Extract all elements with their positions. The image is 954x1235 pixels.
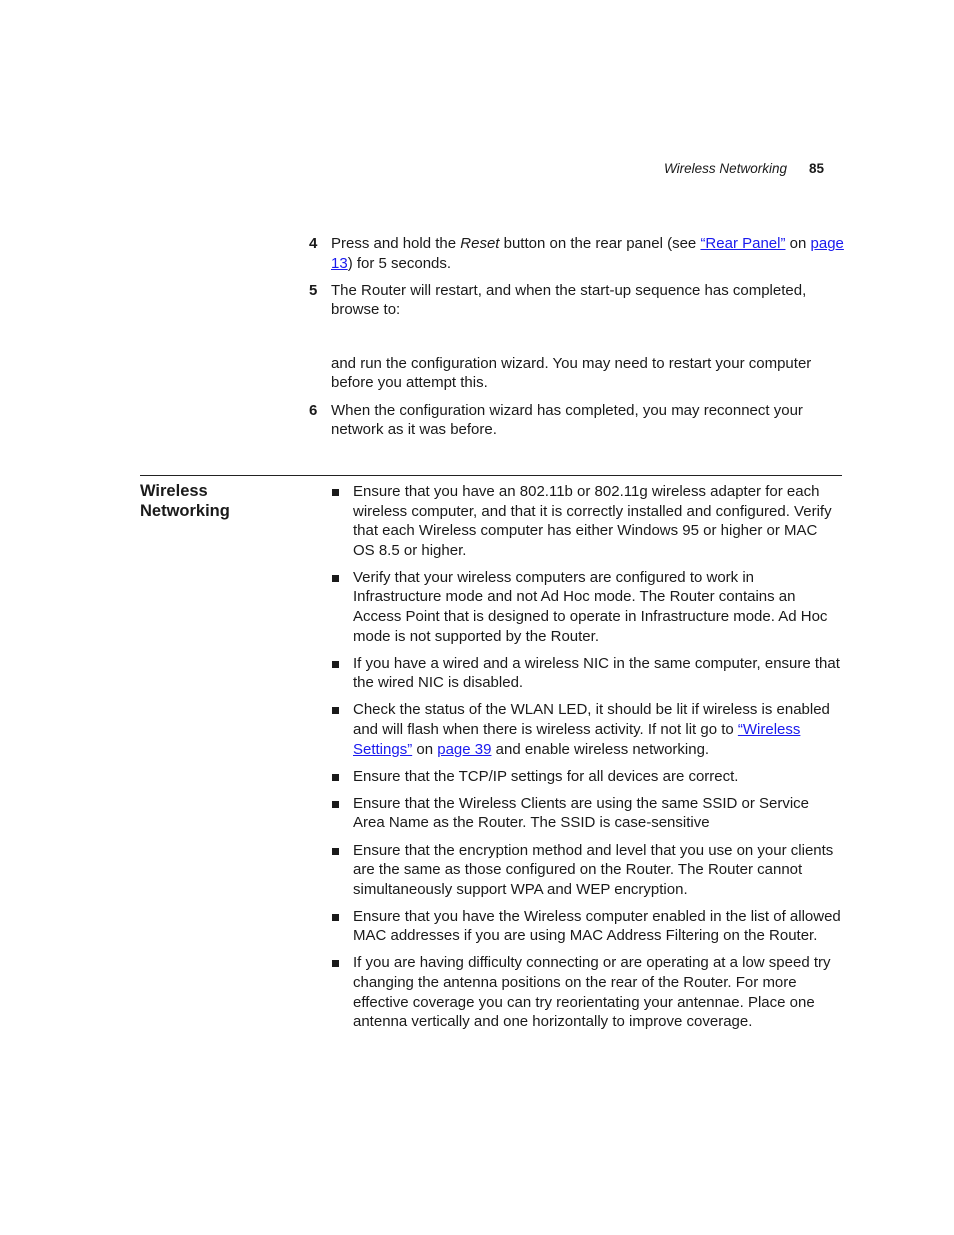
bullet-text: Ensure that the TCP/IP settings for all devices are correct. <box>353 767 739 785</box>
list-item <box>331 953 842 1031</box>
list-item <box>331 794 842 833</box>
bullet-text: Ensure that the Wireless Clients are using the same SSID or Service Area Name as the Router. The SSID is case-sensitive <box>353 794 810 832</box>
bullet-text-part: on <box>412 740 438 758</box>
square-bullet-icon <box>332 960 339 967</box>
square-bullet-icon <box>332 801 339 808</box>
bullet-text-part: and enable wireless networking. <box>491 740 710 758</box>
bullet-text: If you are having difficulty connecting or are operating at a low speed try changing the antenna positions on the rear of the Router. For more effective coverage you can try reorientating your antennae. Place one antenna vertically and one horizontally to improve coverage. <box>353 954 831 1031</box>
step-text: When the configuration wizard has completed, you may reconnect your network as it was before. <box>331 401 803 439</box>
square-bullet-icon <box>332 707 339 714</box>
step-number: 6 <box>309 401 318 419</box>
bullet-text: Ensure that you have the Wireless computer enabled in the list of allowed MAC addresses if you are using MAC Address Filtering on the Router. <box>353 907 841 945</box>
step-6 <box>309 401 844 440</box>
list-item <box>331 482 842 560</box>
rear-panel-link[interactable]: “Rear Panel” <box>700 235 786 252</box>
numbered-steps <box>309 234 844 447</box>
square-bullet-icon <box>332 661 339 668</box>
square-bullet-icon <box>332 489 339 496</box>
list-item <box>331 767 842 787</box>
step-text-part: ) for 5 seconds. <box>347 254 452 272</box>
bullet-text: Ensure that the encryption method and level that you use on your clients are the same as those configured on the Router. The Router cannot simultaneously support WPA and WEP encryption. <box>353 841 834 898</box>
step-4 <box>309 234 844 273</box>
page-13-link[interactable]: page 13 <box>331 235 844 272</box>
step-text-part: on <box>785 235 811 252</box>
bullet-text: Verify that your wireless computers are configured to work in Infrastructure mode and not Ad Hoc mode. The Router contains an Access Point that is designed to operate in Infrastructure mode. Ad Hoc mode is not supported by the Router. <box>353 568 828 645</box>
square-bullet-icon <box>332 774 339 781</box>
bullet-list <box>331 482 842 1039</box>
wireless-settings-link[interactable]: “Wireless Settings” <box>353 721 801 758</box>
step-number: 5 <box>309 281 318 299</box>
step-text-part: Press and hold the <box>331 235 461 252</box>
list-item <box>331 907 842 946</box>
reset-emphasis: Reset <box>460 235 500 252</box>
list-item <box>331 841 842 900</box>
page-39-link[interactable]: page 39 <box>437 740 492 758</box>
bullet-text-part: Check the status of the WLAN LED, it should be lit if wireless is enabled and will flash when there is wireless activity. If not lit go to <box>353 701 830 739</box>
continuation-text: and run the configuration wizard. You may need to restart your computer before you attempt this. <box>331 354 812 392</box>
step-5-continuation <box>331 354 844 393</box>
square-bullet-icon <box>332 575 339 582</box>
header-section-title: Wireless Networking <box>664 161 787 176</box>
square-bullet-icon <box>332 848 339 855</box>
list-item <box>331 654 842 693</box>
bullet-text <box>353 701 830 757</box>
step-text <box>331 234 844 273</box>
page-number: 85 <box>808 161 824 176</box>
step-text: The Router will restart, and when the start-up sequence has completed, browse to: <box>331 281 807 319</box>
list-item <box>331 700 842 759</box>
bullet-text: Ensure that you have an 802.11b or 802.11g wireless adapter for each wireless computer, and that it is correctly installed and configured. Verify that each Wireless computer has either Windows 95 or higher or MAC OS 8.5 or higher. <box>353 483 832 559</box>
list-item <box>331 568 842 646</box>
step-text-part: button on the rear panel (see <box>499 235 701 252</box>
bullet-text: If you have a wired and a wireless NIC in the same computer, ensure that the wired NIC is disabled. <box>353 654 840 692</box>
step-5 <box>309 281 844 320</box>
section-divider <box>140 475 842 476</box>
square-bullet-icon <box>332 914 339 921</box>
running-header <box>664 160 824 178</box>
section-heading: Wireless Networking <box>140 482 230 520</box>
step-number: 4 <box>309 235 318 252</box>
